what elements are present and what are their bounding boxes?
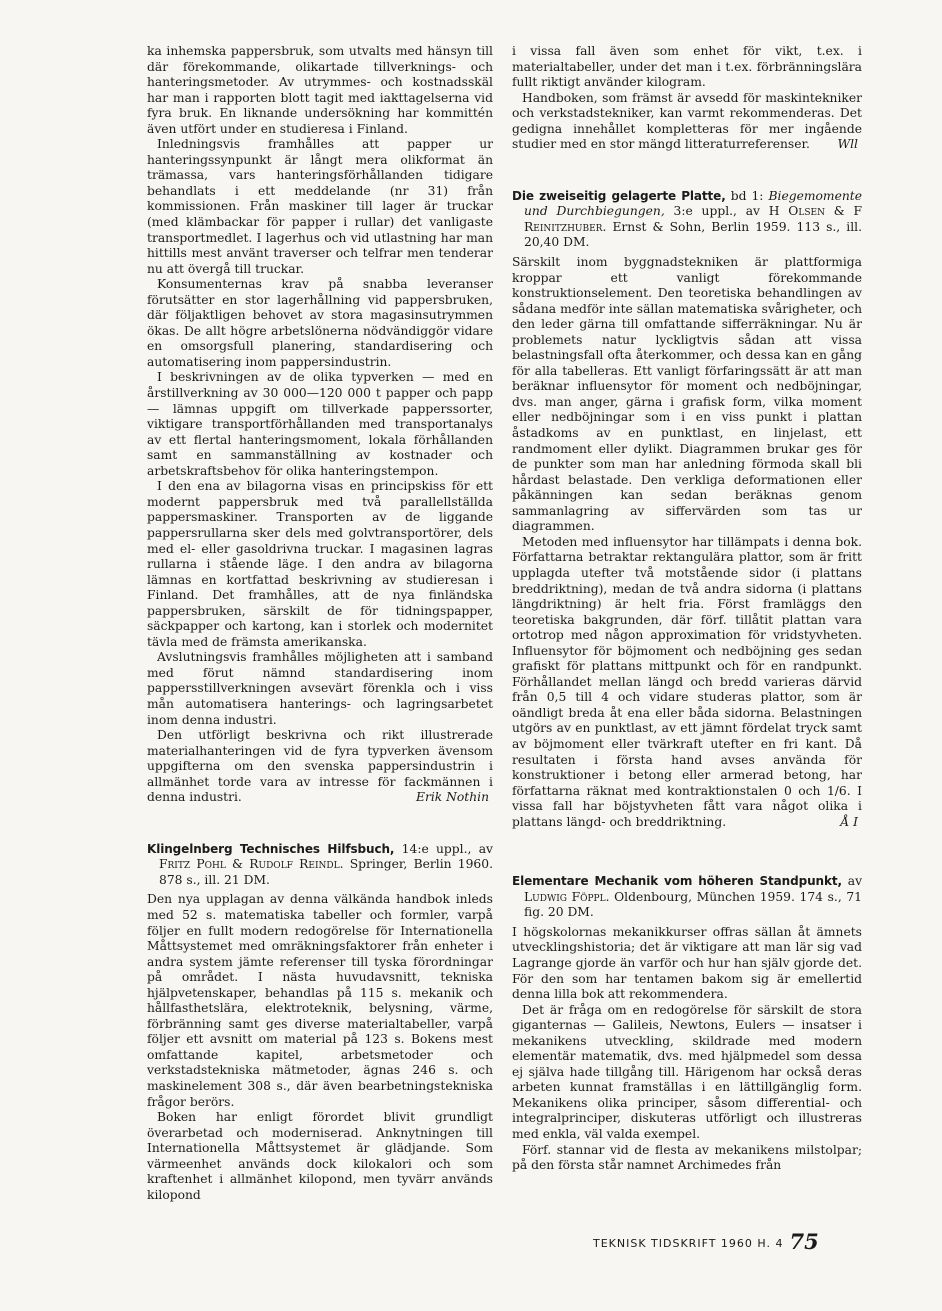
page-number: 75 (789, 1229, 819, 1254)
review-heading-mechanik: Elementare Mechanik vom höheren Standpunkt, av Ludwig Föppl. Oldenbourg, München 1959. 174 s., 71 fig. 20 DM. (512, 874, 863, 920)
paragraph: Särskilt inom byggnadstekniken är plattformiga kroppar ett vanligt förekommande konstruktionselement. Den teoretiska behandlingen av sådana medför inte sällan matematiska svårigheter, och den leder gärna till omfattande sifferräkningar. Nu är problemets natur lyckligtvis sådan att vissa belastningsfall ofta återkommer, och dessa kan en gång för alla tabelleras. Ett vanligt förfaringssätt är att man beräknar influensytor för moment och nedböjningar, dvs. man anger, gärna i grafisk form, vilka moment eller nedböjningar som i en viss punkt i plattan åstadkoms av en punktlast, en linjelast, ett randmoment eller dylikt. Diagrammen brukar ges för de punkter som man har anledning förmoda skall bli hårdast belastade. Den verkliga deformationen eller påkänningen kan sedan beräknas genom sammanlagring av siffervärden som tas ur diagrammen. (512, 255, 862, 534)
paragraph: I beskrivningen av de olika typverken — med en årstillverkning av 30 000—120 000 t papper och papp — lämnas uppgift om tillverkade papperssorter, viktigare transportförhållanden med transportanalys av ett flertal hanteringsmoment, lokala förhållanden samt en sammanställning av kostnader och arbetskraftsbehov för olika hanteringstempon. (147, 370, 493, 478)
book-title: Klingelnberg Technisches Hilfsbuch, (147, 841, 395, 856)
paragraph: Den utförligt beskrivna och rikt illustrerade materialhanteringen vid de fyra typverken ävensom uppgifterna om den svenska pappersindustrin i allmänhet torde vara av intresse för fackmännen i denna industri. Erik Nothin (147, 728, 493, 805)
book-subtitle: Biegemomente und Durchbiegungen, (524, 188, 863, 219)
author: Rudolf Reindl (249, 857, 340, 872)
reviewer-signature: Å I (840, 814, 858, 829)
paragraph: Avslutningsvis framhålles möjligheten att i samband med förut nämnd standardisering inom pappersstillverkningen avsevärt förenkla och i viss mån automatisera hanterings- och lagringsarbetet inom denna industri. (147, 650, 493, 727)
paragraph: Metoden med influensytor har tillämpats i denna bok. Författarna betraktar rektangulära plattor, som är fritt upplagda utefter två motstående sidor (i plattans breddriktning), medan de två andra sidorna (i plattans längdriktning) är helt fria. Först framläggs den teoretiska bakgrunden, där förf. tillåtit plattan vara ortotrop med någon approximation för vridstyvheten. Influensytor för böjmoment och nedböjning ges sedan grafiskt för plattans mittpunkt och för en randpunkt. Förhållandet mellan längd och bredd varieras därvid från 0,5 till 4 och vidare studeras plattor, som är oändligt breda åt ena eller båda sidorna. Belastningen utgörs av en punktlast, av ett jämnt fördelat tryck samt av böjmoment eller tvärkraft utefter en fri kant. Då resultaten i första hand avses använda för konstruktioner i betong eller armerad betong, har författarna räknat med kontraktionstalen 0 och 1/6. I vissa fall har böjstyvheten fått vara något olika i plattans längd- och breddriktning. Å I (512, 534, 862, 829)
paragraph: ka inhemska pappersbruk, som utvalts med hänsyn till där förekommande, olikartade tillverknings- och hanteringsmetoder. Av utrymmes- och kostnadsskäl har man i rapporten blott tagit med iakttagelserna vid fyra bruk. En liknande undersökning har kommittén även utfört under en studieresa i Finland. (147, 44, 493, 136)
paragraph: Det är fråga om en redogörelse för särskilt de stora giganternas — Galileis, Newtons, Eulers — insatser i mekanikens utveckling, skildrade med modern elementär matematik, dvs. med hjälpmedel som dessa ej själva hade tillgång till. Härigenom har också deras arbeten kunnat framställas i en lättillgänglig form. Mekanikens olika principer, såsom differential- och integralprinciper, diskuteras utförligt och illustreras med enkla, väl valda exempel. (512, 1002, 862, 1141)
paragraph: Den nya upplagan av denna välkända handbok inleds med 52 s. matematiska tabeller och formler, varpå följer en fullt modern redogörelse för Internationella Måttsystemet med omräkningsfaktorer från enheter i andra system jämte referenser till tyska förordningar på området. I nästa huvudavsnitt, tekniska hjälpvetenskaper, behandlas på 115 s. mekanik och hållfasthetslära, elektroteknik, belysning, värme, förbränning samt ges diverse materialtabeller, varpå följer ett avsnitt om material på 123 s. Bokens mest omfattande kapitel, arbetsmetoder och verkstadstekniska mätmetoder, ägnas 246 s. och maskinelement 308 s., där även bearbetningstekniska frågor berörs. (147, 892, 493, 1109)
book-title: Elementare Mechanik vom höheren Standpunkt, (512, 874, 842, 889)
review-heading-platte: Die zweiseitig gelagerte Platte, bd 1: Biegemomente und Durchbiegungen, 3:e uppl., av H Olsen & F Reinitzhuber. Ernst & Sohn, Berlin 1959. 113 s., ill. 20,40 DM. (512, 188, 863, 250)
paragraph: I högskolornas mekanikkurser offras sällan åt ämnets utvecklingshistoria; det är viktigare att man lär sig vad Lagrange gjorde än varför och hur han själv gjorde det. För den som har tentamen bakom sig är emellertid denna lilla bok att rekommendera. (512, 924, 862, 1002)
author: Fritz Pohl (159, 857, 226, 872)
author: H Olsen (768, 204, 825, 219)
reviewer-signature: Erik Nothin (415, 790, 489, 805)
paragraph: i vissa fall även som enhet för vikt, t.ex. i materialtabeller, under det man i t.ex. förbränningslära fullt riktigt använder kilogram. (512, 44, 862, 90)
right-column (512, 44, 862, 1174)
paragraph: I den ena av bilagorna visas en principskiss för ett modernt pappersbruk med två parallellställda pappersmaskiner. Transporten av de liggande pappersrullarna sker dels med golvtransportörer, dels med el- eller gasoldrivna truckar. I magasinen lagras rullarna i stående läge. I den andra av bilagorna lämnas en kortfattad beskrivning av studieresan i Finland. Det framhålles, att de nya finländska pappersbruken, särskilt de för tidningspapper, säckpapper och kartong, kan i storlek och modernitet tävla med de främsta amerikanska. (147, 479, 493, 649)
paragraph: Handboken, som främst är avsedd för maskintekniker och verkstadstekniker, kan varmt rekommenderas. Det gedigna innehållet kompletteras för mer ingående studier med en stor mängd litteraturreferenser. Wll (512, 90, 862, 152)
paragraph: Konsumenternas krav på snabba leveranser förutsätter en stor lagerhållning vid pappersbruken, där följaktligen behovet av stora magasinsutrymmen ökas. De allt högre arbetslönerna nödvändiggör vidare en omsorgsfull planering, standardisering och automatisering inom pappersindustrin. (147, 277, 493, 369)
review-heading-klingelnberg: Klingelnberg Technisches Hilfsbuch, 14:e uppl., av Fritz Pohl & Rudolf Reindl. Springer, Berlin 1960. 878 s., ill. 21 DM. (147, 841, 493, 887)
author: Ludwig Föppl (524, 889, 606, 904)
paragraph: Inledningsvis framhålles att papper ur hanteringssynpunkt är långt mera olikformat än trämassa, vars hanteringsförhållanden tidigare behandlats i ett meddelande (nr 31) från kommissionen. Från maskiner till lager är truckar (med klämbackar för papper i rullar) det vanligaste transportmedlet. I lagerhus och vid utlastning har man hittills mest använt traverser och telfrar men tenderar nu att övergå till truckar. (147, 137, 493, 276)
paragraph: Boken har enligt förordet blivit grundligt överarbetad och moderniserad. Anknytningen till Internationella Måttsystemet är glädjande. Som värmeenhet används dock kilokalori och som kraftenhet i allmänhet kilopond, men tyvärr används kilopond (147, 1110, 493, 1202)
book-title: Die zweiseitig gelagerte Platte, (512, 188, 726, 203)
journal-name: TEKNISK TIDSKRIFT 1960 H. 4 (593, 1237, 784, 1250)
left-column (147, 44, 493, 1203)
paragraph: Förf. stannar vid de flesta av mekanikens milstolpar; på den första står namnet Archimedes från (512, 1142, 862, 1173)
page-footer (593, 1229, 819, 1254)
author: F Reinitzhuber (524, 204, 862, 234)
reviewer-signature: Wll (837, 137, 858, 152)
